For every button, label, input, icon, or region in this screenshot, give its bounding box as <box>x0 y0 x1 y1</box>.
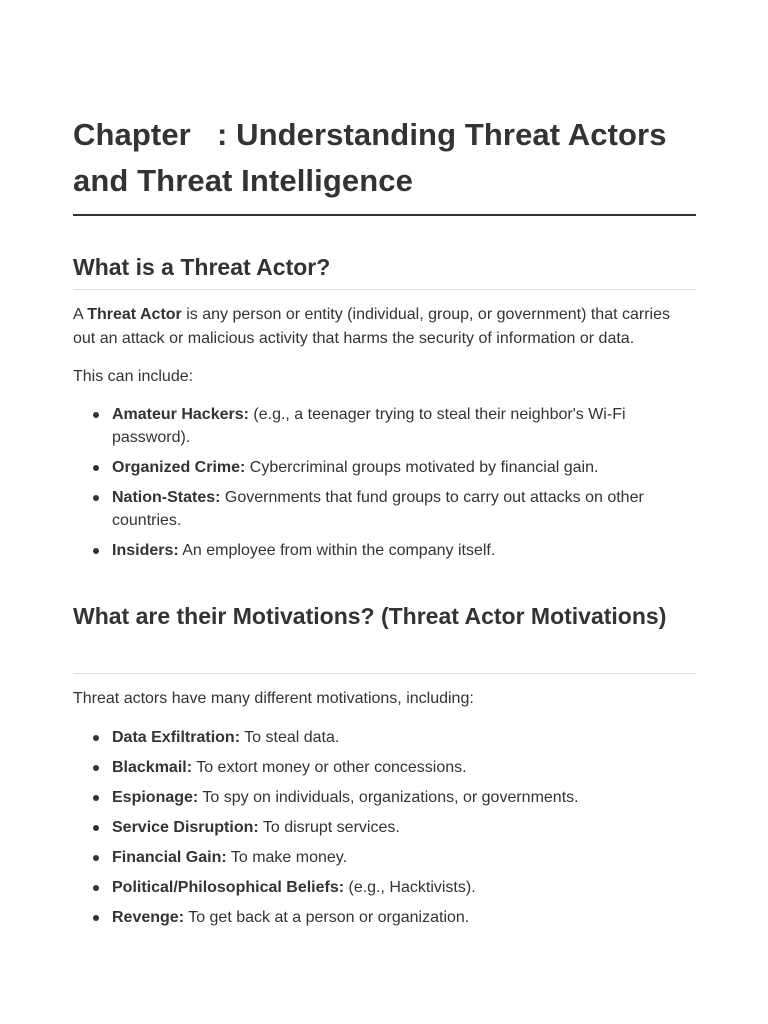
list-item-text: To steal data. <box>240 729 340 746</box>
list-item-term: Amateur Hackers: <box>112 406 249 423</box>
list-item-term: Blackmail: <box>112 759 193 776</box>
list-item-term: Revenge: <box>112 909 185 926</box>
list-item-term: Nation-States: <box>112 489 221 506</box>
list-item-text: To disrupt services. <box>258 819 400 836</box>
list-item-term: Service Disruption: <box>112 819 259 836</box>
list-item-term: Organized Crime: <box>112 459 246 476</box>
chapter-divider <box>73 214 696 216</box>
list-item <box>73 486 696 532</box>
list-item-term: Espionage: <box>112 789 199 806</box>
list-item-text: (e.g., a teenager trying to steal their neighbor's Wi-Fi password). <box>112 406 626 446</box>
list-item-term: Data Exfiltration: <box>112 729 241 746</box>
section-divider <box>73 289 696 290</box>
list-item-text: (e.g., Hacktivists). <box>344 879 476 896</box>
list-item <box>73 786 696 809</box>
section-heading-motivations: What are their Motivations? (Threat Actor Motivations) <box>73 603 667 629</box>
definition-prefix: A <box>73 306 88 323</box>
chapter-title: Chapter : Understanding Threat Actors and Threat Intelligence <box>73 117 667 198</box>
threat-actor-types-list <box>73 403 696 569</box>
list-item-term: Political/Philosophical Beliefs: <box>112 879 345 896</box>
list-item <box>73 539 696 562</box>
list-item <box>73 846 696 869</box>
motivations-list <box>73 726 696 936</box>
list-item <box>73 906 696 929</box>
list-item-text: To get back at a person or organization. <box>184 909 470 926</box>
definition-term: Threat Actor <box>87 306 182 323</box>
list-item-text: To extort money or other concessions. <box>192 759 467 776</box>
list-item-text: An employee from within the company itself. <box>178 542 496 559</box>
section-heading-threat-actor: What is a Threat Actor? <box>73 254 331 280</box>
list-item <box>73 816 696 839</box>
definition-text: is any person or entity (individual, group, or government) that carries out an attack or malicious activity that harms the security of information or data. <box>73 306 670 347</box>
list-item-text: To make money. <box>226 849 348 866</box>
list-item-text: Governments that fund groups to carry out attacks on other countries. <box>112 489 644 529</box>
list-item-text: Cybercriminal groups motivated by financial gain. <box>245 459 599 476</box>
list-item <box>73 403 696 449</box>
list-lead-text: Threat actors have many different motivations, including: <box>73 690 474 707</box>
list-item <box>73 876 696 899</box>
list-item <box>73 456 696 479</box>
list-item <box>73 726 696 749</box>
list-item-text: To spy on individuals, organizations, or governments. <box>198 789 579 806</box>
section-divider <box>73 673 696 674</box>
list-lead-text: This can include: <box>73 368 194 385</box>
list-item <box>73 756 696 779</box>
threat-actor-definition <box>73 303 696 351</box>
list-item-term: Insiders: <box>112 542 179 559</box>
list-item-term: Financial Gain: <box>112 849 227 866</box>
